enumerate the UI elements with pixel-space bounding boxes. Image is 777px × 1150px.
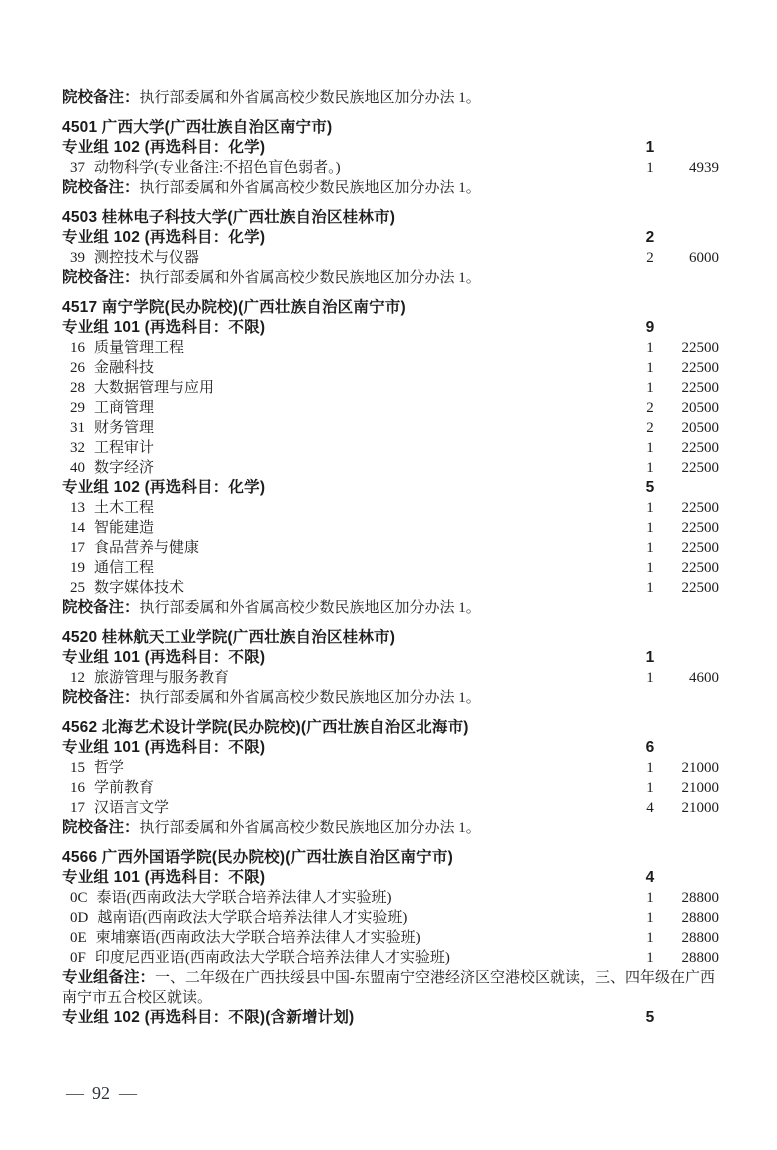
major-name: 旅游管理与服务教育 [94,670,230,686]
major-code: 0E [70,930,87,946]
major-name: 印度尼西亚语(西南政法大学联合培养法律人才实验班) [94,950,450,966]
remark-text: 执行部委属和外省属高校少数民族地区加分办法 1。 [139,820,481,836]
major-code: 25 [70,580,85,596]
major-plan-count: 2 [646,250,654,266]
major-plan-count: 1 [646,910,654,926]
major-row [0,418,777,438]
major-code: 16 [70,780,85,796]
major-plan-count: 1 [646,160,654,176]
major-plan-count: 1 [646,540,654,556]
remark-text: 执行部委属和外省属高校少数民族地区加分办法 1。 [139,270,481,286]
major-group-row [0,738,777,758]
major-code: 26 [70,360,85,376]
major-plan-count: 1 [646,930,654,946]
page-number: 92 [92,1083,110,1103]
major-row [0,248,777,268]
major-name: 学前教育 [94,780,155,796]
major-tuition-fee: 20500 [681,420,719,436]
major-name: 动物科学(专业备注:不招色盲色弱者。) [94,160,341,176]
major-name: 哲学 [94,760,125,776]
group-title: 专业组 102 (再选科目：化学) [62,229,266,246]
major-name: 财务管理 [94,420,155,436]
major-group-row [0,318,777,338]
major-tuition-fee: 21000 [681,800,719,816]
major-row [0,798,777,818]
major-code: 12 [70,670,85,686]
major-tuition-fee: 21000 [681,780,719,796]
college-header-row [0,718,777,738]
remark-label: 院校备注： [62,599,140,616]
group-plan-count: 4 [645,869,655,886]
remark-label: 院校备注： [62,819,140,836]
major-row [0,928,777,948]
major-row [0,358,777,378]
major-name: 数字媒体技术 [94,580,185,596]
major-name: 土木工程 [94,500,155,516]
major-name: 质量管理工程 [94,340,185,356]
major-row [0,518,777,538]
major-row [0,458,777,478]
major-row [0,558,777,578]
major-row [0,668,777,688]
group-title: 专业组 102 (再选科目：化学) [62,479,266,496]
major-group-row [0,1008,777,1028]
remark-text: 执行部委属和外省属高校少数民族地区加分办法 1。 [139,600,481,616]
major-tuition-fee: 22500 [681,360,719,376]
major-code: 28 [70,380,85,396]
college-header-row [0,298,777,318]
major-tuition-fee: 20500 [681,400,719,416]
remark-label: 院校备注： [62,179,140,196]
major-plan-count: 2 [646,400,654,416]
major-row [0,398,777,418]
major-row [0,338,777,358]
major-code: 31 [70,420,85,436]
major-row [0,378,777,398]
group-plan-count: 1 [645,649,655,666]
major-code: 0F [70,950,86,966]
footer-dash-right: — [119,1083,136,1103]
college-remark-row [0,688,777,708]
group-title: 专业组 102 (再选科目：化学) [62,139,266,156]
college-remark-row [0,598,777,618]
college-remark-row [0,178,777,198]
admission-plan-list [0,88,777,1028]
college-header-row [0,208,777,228]
major-tuition-fee: 22500 [681,500,719,516]
major-name: 智能建造 [94,520,155,536]
major-group-row [0,478,777,498]
major-tuition-fee: 22500 [681,380,719,396]
major-tuition-fee: 4600 [689,670,719,686]
major-plan-count: 1 [646,360,654,376]
major-plan-count: 1 [646,580,654,596]
major-plan-count: 1 [646,380,654,396]
major-tuition-fee: 22500 [681,560,719,576]
group-remark-text: 一、二年级在广西扶绥县中国-东盟南宁空港经济区空港校区就读，三、四年级在广西南宁市五合校区就读。 [62,970,716,1006]
major-plan-count: 1 [646,440,654,456]
college-header-row [0,848,777,868]
major-code: 0C [70,890,88,906]
major-name: 泰语(西南政法大学联合培养法律人才实验班) [96,890,392,906]
major-group-row [0,648,777,668]
major-plan-count: 1 [646,340,654,356]
group-remark-label: 专业组备注： [62,969,156,986]
group-plan-count: 1 [645,139,655,156]
major-code: 14 [70,520,85,536]
major-code: 32 [70,440,85,456]
major-name: 汉语言文学 [94,800,170,816]
major-tuition-fee: 22500 [681,460,719,476]
major-tuition-fee: 6000 [689,250,719,266]
remark-label: 院校备注： [62,269,140,286]
major-tuition-fee: 28800 [681,950,719,966]
major-name: 工商管理 [94,400,155,416]
major-tuition-fee: 22500 [681,520,719,536]
major-group-row [0,138,777,158]
major-code: 0D [70,910,89,926]
major-tuition-fee: 28800 [681,930,719,946]
group-plan-count: 9 [645,319,655,336]
major-plan-count: 2 [646,420,654,436]
group-plan-count: 5 [645,1009,655,1026]
major-tuition-fee: 22500 [681,540,719,556]
major-name: 通信工程 [94,560,155,576]
major-code: 17 [70,800,85,816]
remark-label: 院校备注： [62,689,140,706]
major-tuition-fee: 28800 [681,890,719,906]
group-title: 专业组 101 (再选科目：不限) [62,869,266,886]
remark-text: 执行部委属和外省属高校少数民族地区加分办法 1。 [139,90,481,106]
major-row [0,908,777,928]
major-plan-count: 1 [646,520,654,536]
major-row [0,778,777,798]
group-remark-row [0,968,777,1008]
major-code: 40 [70,460,85,476]
remark-text: 执行部委属和外省属高校少数民族地区加分办法 1。 [139,690,481,706]
major-tuition-fee: 22500 [681,440,719,456]
major-row [0,578,777,598]
major-tuition-fee: 22500 [681,340,719,356]
college-remark-row [0,818,777,838]
page-footer [66,1083,136,1104]
college-title: 4562 北海艺术设计学院(民办院校)(广西壮族自治区北海市) [62,719,469,736]
major-plan-count: 1 [646,780,654,796]
major-group-row [0,228,777,248]
major-tuition-fee: 21000 [681,760,719,776]
college-header-row [0,628,777,648]
major-tuition-fee: 28800 [681,910,719,926]
major-code: 16 [70,340,85,356]
college-title: 4517 南宁学院(民办院校)(广西壮族自治区南宁市) [62,299,406,316]
group-title: 专业组 101 (再选科目：不限) [62,739,266,756]
group-title: 专业组 101 (再选科目：不限) [62,319,266,336]
major-name: 食品营养与健康 [94,540,200,556]
major-code: 39 [70,250,85,266]
college-title: 4520 桂林航天工业学院(广西壮族自治区桂林市) [62,629,396,646]
major-plan-count: 1 [646,560,654,576]
group-plan-count: 5 [645,479,655,496]
college-title: 4501 广西大学(广西壮族自治区南宁市) [62,119,333,136]
footer-dash-left: — [66,1083,83,1103]
college-header-row [0,118,777,138]
major-name: 工程审计 [94,440,155,456]
major-name: 金融科技 [94,360,155,376]
major-code: 13 [70,500,85,516]
major-name: 柬埔寨语(西南政法大学联合培养法律人才实验班) [95,930,421,946]
group-title: 专业组 102 (再选科目：不限)(含新增计划) [62,1009,355,1026]
major-plan-count: 1 [646,500,654,516]
major-tuition-fee: 22500 [681,580,719,596]
major-row [0,438,777,458]
remark-label: 院校备注： [62,89,140,106]
major-row [0,158,777,178]
group-plan-count: 6 [645,739,655,756]
major-name: 大数据管理与应用 [94,380,215,396]
major-code: 29 [70,400,85,416]
major-row [0,538,777,558]
college-title: 4566 广西外国语学院(民办院校)(广西壮族自治区南宁市) [62,849,453,866]
major-plan-count: 1 [646,950,654,966]
major-name: 测控技术与仪器 [94,250,200,266]
major-code: 19 [70,560,85,576]
major-plan-count: 1 [646,890,654,906]
major-row [0,758,777,778]
major-row [0,888,777,908]
major-plan-count: 1 [646,460,654,476]
major-name: 越南语(西南政法大学联合培养法律人才实验班) [97,910,408,926]
major-tuition-fee: 4939 [689,160,719,176]
major-row [0,948,777,968]
college-remark-row [0,88,777,108]
major-code: 17 [70,540,85,556]
major-code: 15 [70,760,85,776]
major-plan-count: 4 [646,800,654,816]
major-plan-count: 1 [646,760,654,776]
major-group-row [0,868,777,888]
major-row [0,498,777,518]
group-title: 专业组 101 (再选科目：不限) [62,649,266,666]
major-code: 37 [70,160,85,176]
group-plan-count: 2 [645,229,655,246]
major-name: 数字经济 [94,460,155,476]
college-remark-row [0,268,777,288]
major-plan-count: 1 [646,670,654,686]
college-title: 4503 桂林电子科技大学(广西壮族自治区桂林市) [62,209,396,226]
remark-text: 执行部委属和外省属高校少数民族地区加分办法 1。 [139,180,481,196]
